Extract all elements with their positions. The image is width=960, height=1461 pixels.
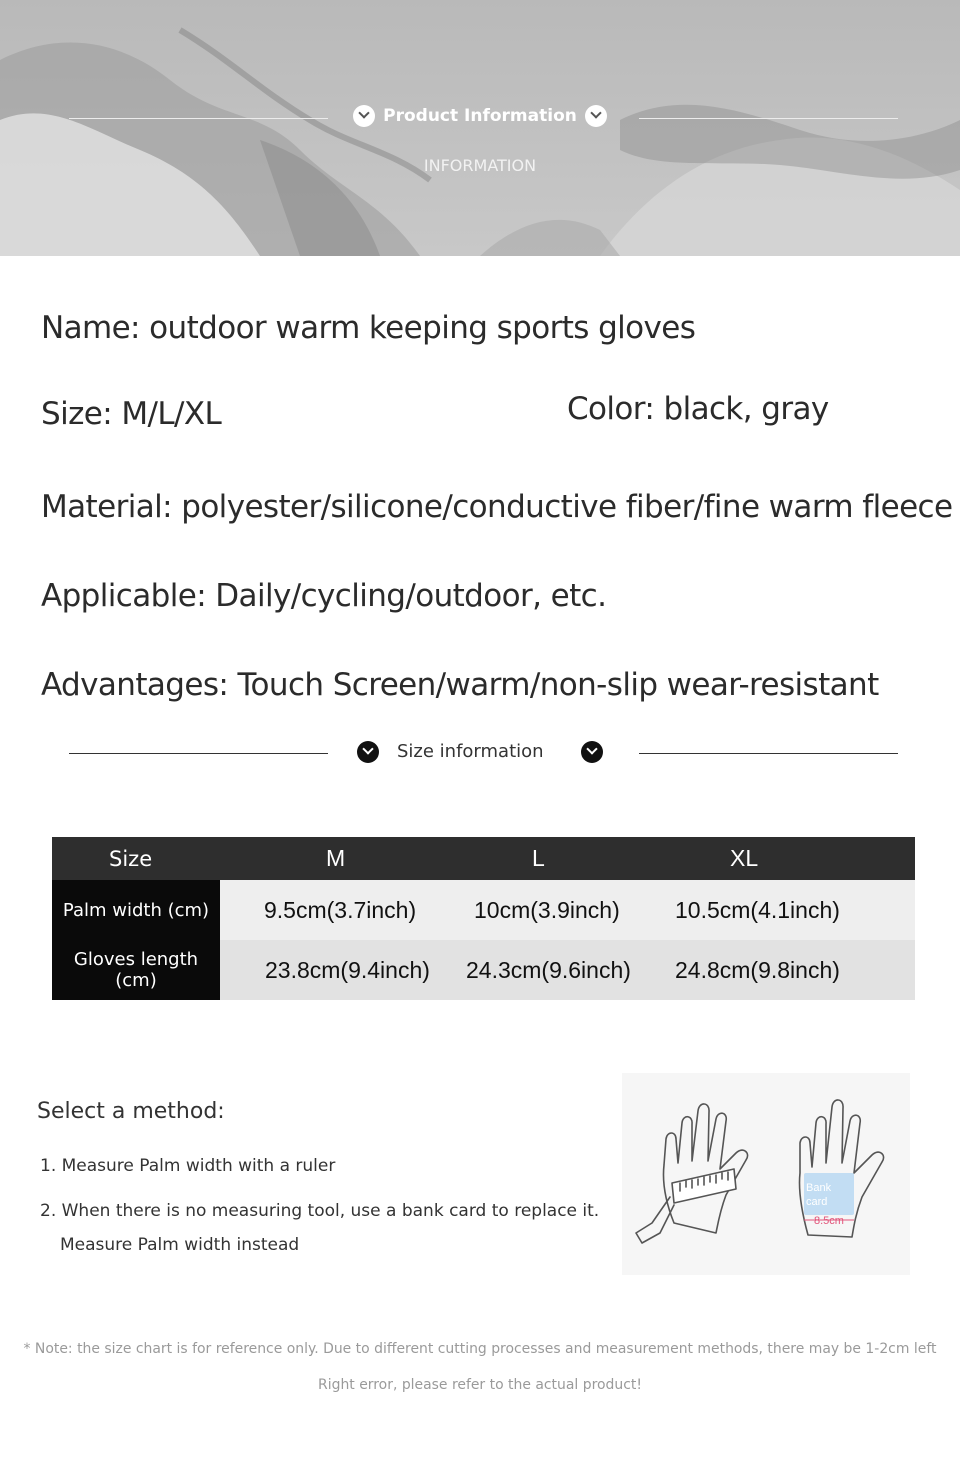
table-row xyxy=(52,940,915,1000)
spec-color: Color: black, gray xyxy=(567,391,829,427)
method-step-2b: Measure Palm width instead xyxy=(60,1235,300,1255)
chevron-down-icon xyxy=(357,741,379,763)
hands-illustration xyxy=(622,1073,910,1275)
cell-palm-m: 9.5cm(3.7inch) xyxy=(220,880,452,940)
header-xl: XL xyxy=(624,837,915,880)
header-m: M xyxy=(220,837,452,880)
banner-title: Product Information xyxy=(383,106,577,126)
header-size: Size xyxy=(52,837,220,880)
cell-palm-xl: 10.5cm(4.1inch) xyxy=(624,880,915,940)
banner-heading xyxy=(0,105,960,127)
bank-card xyxy=(804,1173,854,1215)
row-label-palm-width: Palm width (cm) xyxy=(52,880,220,940)
spec-advantages: Advantages: Touch Screen/warm/non-slip wear-resistant xyxy=(41,667,879,703)
chevron-down-icon xyxy=(581,741,603,763)
cell-length-xl: 24.8cm(9.8inch) xyxy=(624,940,915,1000)
table-header-row xyxy=(52,837,915,880)
chevron-down-icon xyxy=(585,105,607,127)
cell-palm-l: 10cm(3.9inch) xyxy=(452,880,624,940)
card-measure-label: 8.5cm xyxy=(814,1215,844,1227)
header-l: L xyxy=(452,837,624,880)
size-title: Size information xyxy=(397,741,544,762)
cell-length-l: 24.3cm(9.6inch) xyxy=(452,940,624,1000)
spec-size: Size: M/L/XL xyxy=(41,396,222,432)
spec-applicable: Applicable: Daily/cycling/outdoor, etc. xyxy=(41,578,607,614)
banner-subtitle: INFORMATION xyxy=(423,156,537,175)
row-label-gloves-length: Gloves length (cm) xyxy=(52,940,220,1000)
spec-material: Material: polyester/silicone/conductive fiber/fine warm fleece xyxy=(41,489,953,525)
note-line-1: * Note: the size chart is for reference only. Due to different cutting processes and measurement methods, there may be 1-2cm left xyxy=(23,1341,937,1357)
cell-length-m: 23.8cm(9.4inch) xyxy=(220,940,452,1000)
mountain-background xyxy=(0,0,960,256)
ruler-hand-illustration xyxy=(636,1104,748,1243)
chevron-down-icon xyxy=(353,105,375,127)
note-line-2: Right error, please refer to the actual product! xyxy=(318,1377,642,1393)
method-step-1: 1. Measure Palm width with a ruler xyxy=(40,1156,336,1176)
banner xyxy=(0,0,960,256)
card-label-1: Bank xyxy=(806,1182,832,1194)
size-table xyxy=(52,837,915,1000)
table-row xyxy=(52,880,915,940)
card-label-2: card xyxy=(806,1196,828,1208)
size-heading xyxy=(0,741,960,763)
method-title: Select a method: xyxy=(37,1099,225,1124)
spec-name: Name: outdoor warm keeping sports gloves xyxy=(41,310,696,346)
measure-illustration xyxy=(622,1073,910,1275)
method-step-2: 2. When there is no measuring tool, use a bank card to replace it. xyxy=(40,1201,600,1221)
